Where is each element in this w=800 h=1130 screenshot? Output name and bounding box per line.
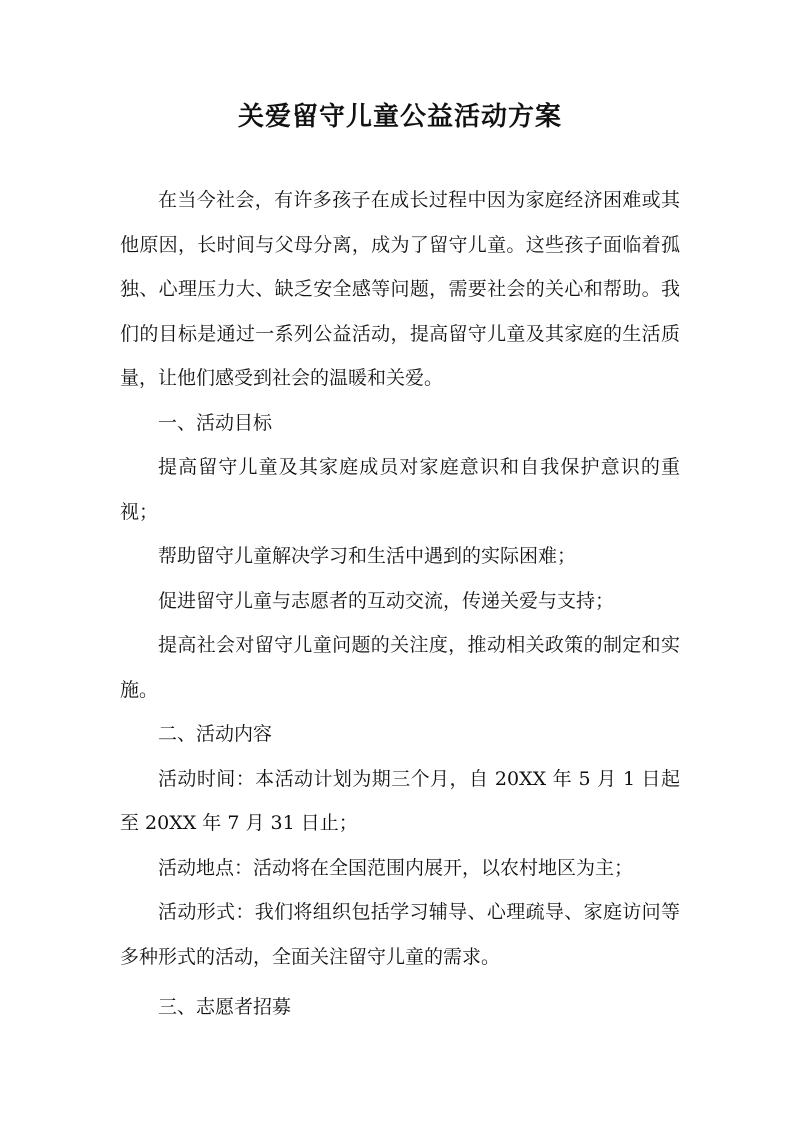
goal-item: 帮助留守儿童解决学习和生活中遇到的实际困难； xyxy=(158,545,577,567)
content-item: 活动地点：活动将在全国范围内展开，以农村地区为主； xyxy=(158,856,634,879)
section-heading-goals: 一、活动目标 xyxy=(158,411,273,434)
document-body xyxy=(120,178,680,1036)
content-item: 活动形式：我们将组织包括学习辅导、心理疏导、家庭访问等多种形式的活动，全面关注留守儿童的需求。 xyxy=(120,901,680,968)
intro-paragraph: 在当今社会，有许多孩子在成长过程中因为家庭经济困难或其他原因，长时间与父母分离，成为了留守儿童。这些孩子面临着孤独、心理压力大、缺乏安全感等问题，需要社会的关心和帮助。我们的目标是通过一系列公益活动，提高留守儿童及其家庭的生活质量，让他们感受到社会的温暖和关爱。 xyxy=(120,189,680,389)
goal-item: 提高留守儿童及其家庭成员对家庭意识和自我保护意识的重视； xyxy=(120,456,680,523)
document-title: 关爱留守儿童公益活动方案 xyxy=(237,102,562,132)
goal-item: 提高社会对留守儿童问题的关注度，推动相关政策的制定和实施。 xyxy=(120,634,680,701)
section-heading-volunteers: 三、志愿者招募 xyxy=(158,996,292,1018)
content-item: 活动时间：本活动计划为期三个月，自 20XX 年 5 月 1 日起至 20XX 年 7 月 31 日止； xyxy=(120,767,680,834)
section-heading-content: 二、活动内容 xyxy=(158,723,273,745)
goal-item: 促进留守儿童与志愿者的互动交流，传递关爱与支持； xyxy=(158,589,615,612)
